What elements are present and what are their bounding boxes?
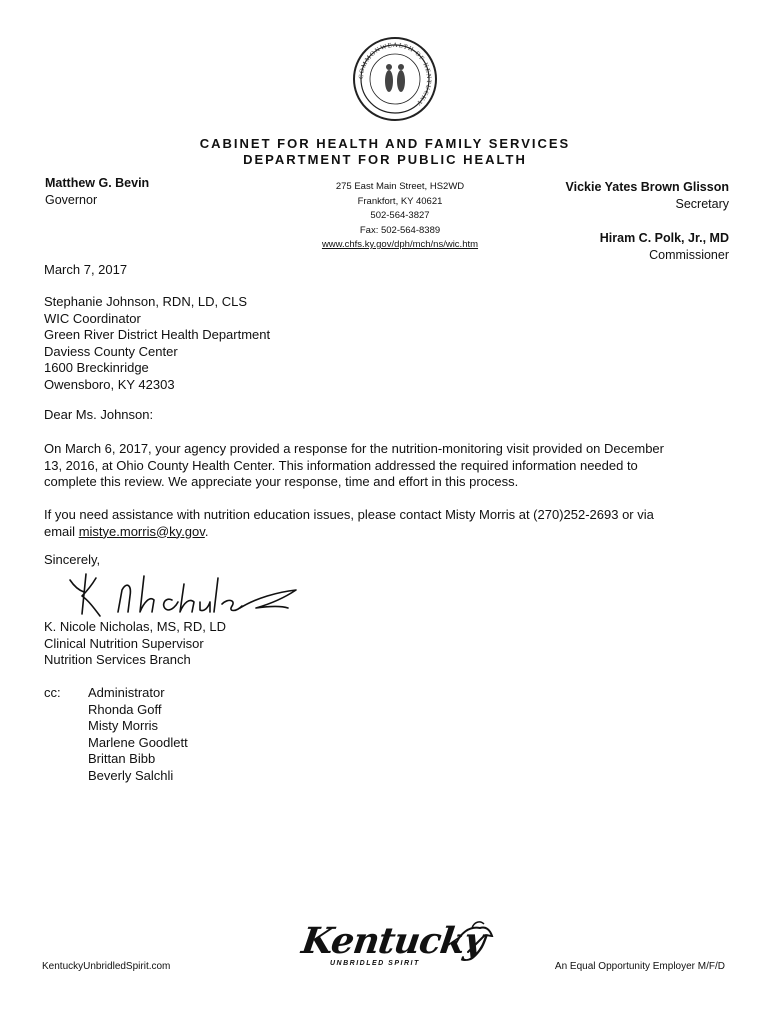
cc-recipient: Brittan Bibb [88,751,156,766]
addressee-line: Stephanie Johnson, RDN, LD, CLS [44,294,248,309]
cc-recipient: Misty Morris [88,718,159,733]
horse-icon [450,918,495,958]
email-prefix: email [44,523,79,539]
address-street: 275 East Main Street, HS2WD [335,181,465,192]
cc-recipient: Rhonda Goff [88,701,162,717]
equal-opportunity-statement: An Equal Opportunity Employer M/F/D [554,961,725,972]
cc-recipient: Marlene Goodlett [88,734,188,750]
governor-name: Matthew G. Bevin [45,176,150,190]
seal-text: COMMONWEALTH OF KENTUCKY [357,41,433,108]
email-link[interactable]: mistye.morris@ky.gov [78,523,205,539]
logo-tagline: UNBRIDLED SPIRIT [330,960,420,967]
paragraph-line [44,524,734,541]
addressee-line: WIC Coordinator [44,310,141,326]
cc-recipient: Beverly Salchli [88,767,174,783]
address-url-link[interactable]: www.chfs.ky.gov/dph/mch/ns/wic.htm [321,239,479,250]
signature-image [60,568,305,620]
address-city: Frankfort, KY 40621 [357,195,443,207]
kentucky-logo [300,918,495,978]
paragraph-line: complete this review. We appreciate your response, time and effort in this process. [44,474,519,489]
paragraph-line: On March 6, 2017, your agency provided a response for the nutrition-monitoring visit provided on December [44,441,664,456]
addressee-line: 1600 Breckinridge [44,360,149,375]
secretary-name: Vickie Yates Brown Glisson [565,180,729,194]
body-paragraph-2 [44,507,734,540]
secretary-title: Secretary [675,197,729,211]
commissioner-name: Hiram C. Polk, Jr., MD [599,231,729,245]
body-paragraph-1 [44,441,734,491]
addressee-line: Daviess County Center [44,343,178,359]
svg-text:COMMONWEALTH OF KENTUCKY [358,42,432,107]
email-suffix: . [204,523,209,539]
signer-block [44,619,226,669]
addressee-block [44,294,270,393]
address-fax: Fax: 502-564-8389 [359,224,441,236]
footer-website: KentuckyUnbridledSpirit.com [42,961,171,972]
address-phone: 502-564-3827 [370,210,430,221]
paragraph-line: If you need assistance with nutrition education issues, please contact Misty Morris at (270)252-2693 or via [44,507,654,522]
addressee-line: Owensboro, KY 42303 [44,376,175,392]
state-seal [352,36,438,122]
letter-date: March 7, 2017 [44,262,128,277]
addressee-line: Green River District Health Department [44,327,271,342]
logo-wordmark: Kentucky [299,920,488,962]
commissioner-title: Commissioner [649,248,729,262]
department-name: DEPARTMENT FOR PUBLIC HEALTH [243,152,527,167]
signer-line: K. Nicole Nicholas, MS, RD, LD [44,619,227,634]
cc-recipient: Administrator [88,685,165,700]
signer-line: Clinical Nutrition Supervisor [44,635,204,651]
paragraph-line: 13, 2016, at Ohio County Health Center. This information addressed the required information needed to [44,457,638,473]
cabinet-name: CABINET FOR HEALTH AND FAMILY SERVICES [199,136,571,151]
salutation: Dear Ms. Johnson: [44,407,154,422]
governor-title: Governor [45,193,98,207]
cc-label: cc: [44,685,61,700]
signer-line: Nutrition Services Branch [44,652,191,667]
cc-list [88,685,188,784]
closing: Sincerely, [44,552,101,567]
office-address [300,180,500,253]
